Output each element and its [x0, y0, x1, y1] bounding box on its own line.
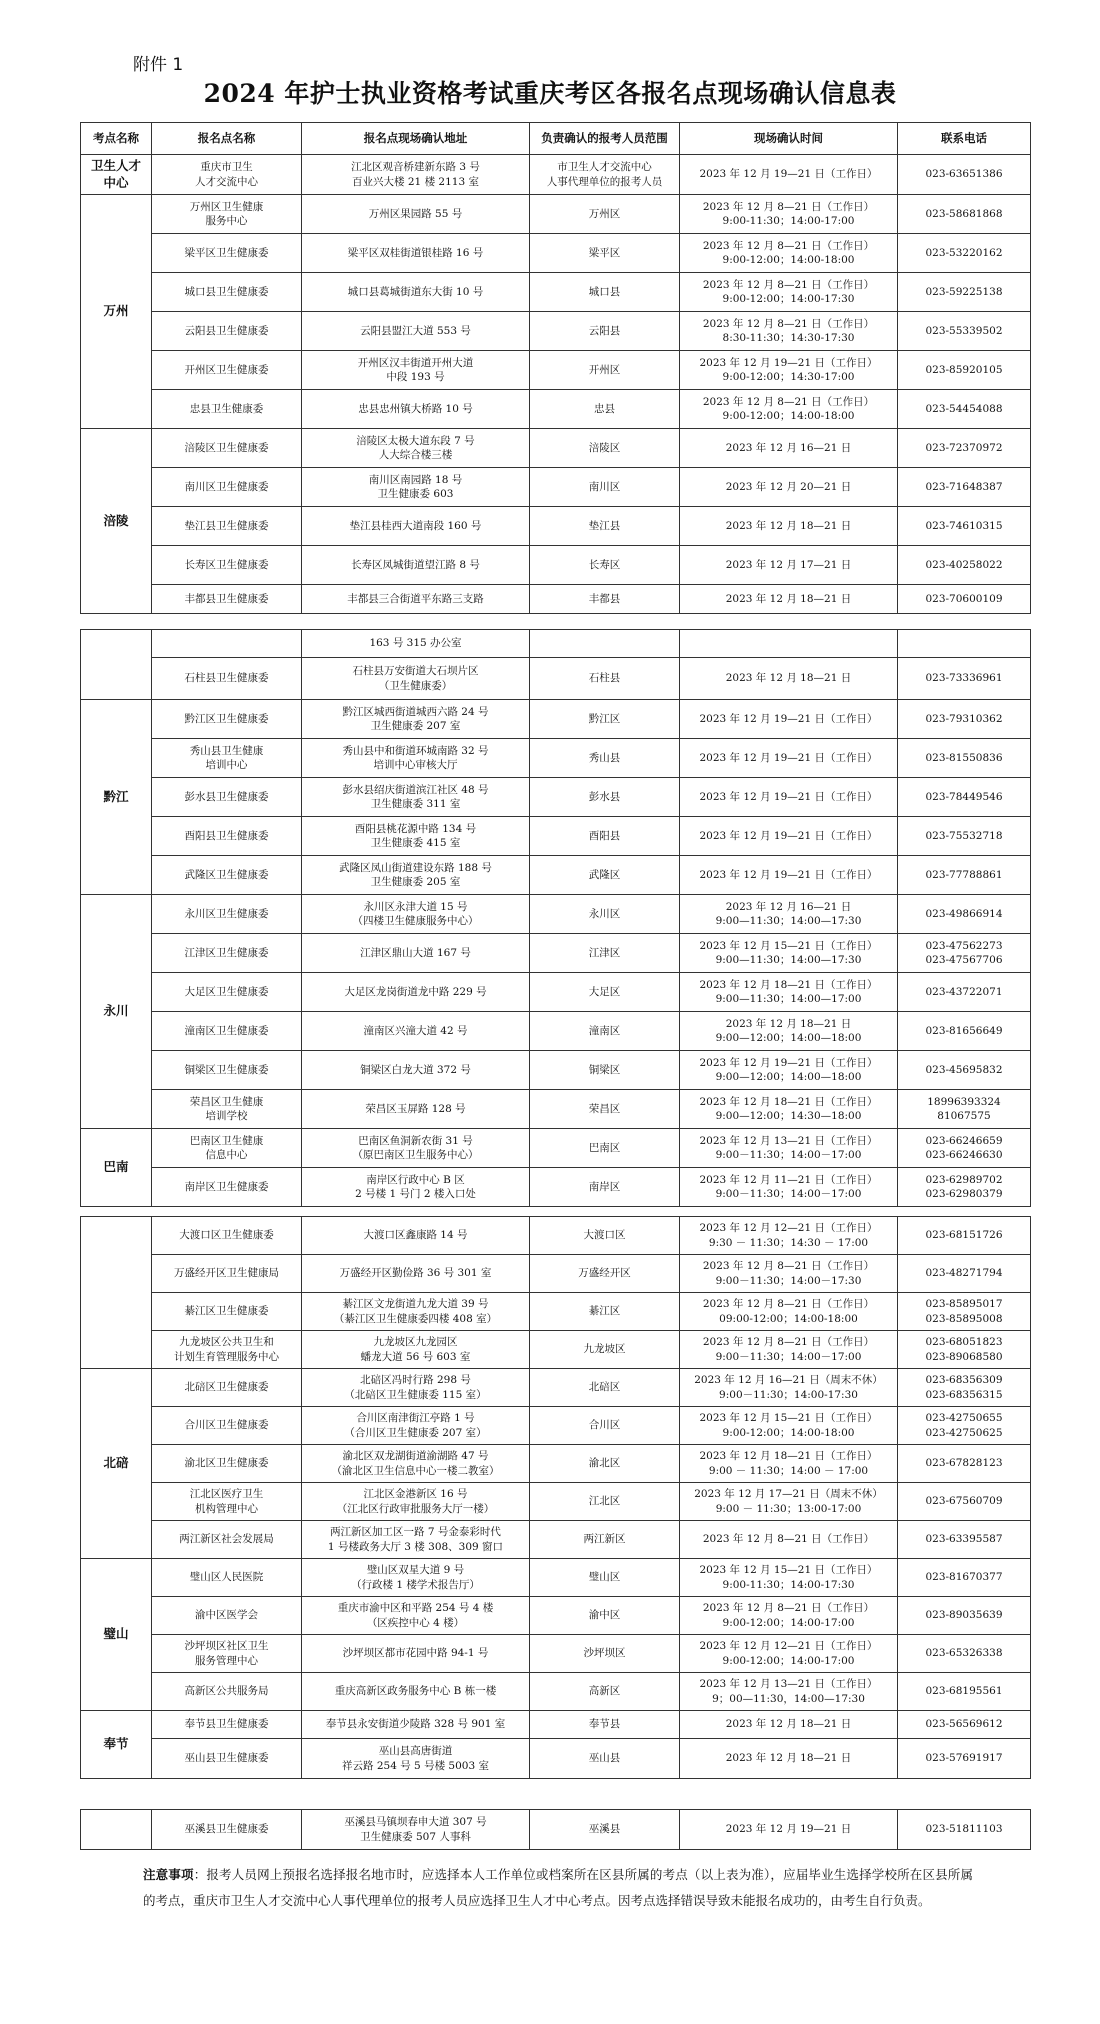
phone-cell: 023-81550836	[898, 739, 1031, 778]
phone-cell: 023-49866914	[898, 895, 1031, 934]
table-row	[81, 1445, 1031, 1483]
address-cell: 潼南区兴潼大道 42 号	[302, 1012, 530, 1051]
confirm-time-cell: 2023 年 12 月 15—21 日（工作日） 9:00-11:30；14:00-17:30	[680, 1559, 898, 1597]
registration-point-cell: 南川区卫生健康委	[152, 468, 302, 507]
exam-site-cell: 卫生人才 中心	[81, 155, 152, 195]
confirm-time-cell: 2023 年 12 月 17—21 日	[680, 546, 898, 585]
confirmation-table-section-3	[80, 1216, 1031, 1779]
address-cell: 巴南区鱼洞新农街 31 号 （原巴南区卫生服务中心）	[302, 1129, 530, 1168]
address-cell: 酉阳县桃花源中路 134 号 卫生健康委 415 室	[302, 817, 530, 856]
scope-cell: 巫山县	[530, 1739, 680, 1779]
scope-cell: 两江新区	[530, 1521, 680, 1559]
scope-cell: 忠县	[530, 390, 680, 429]
phone-cell: 023-68356309 023-68356315	[898, 1369, 1031, 1407]
table-row	[81, 1739, 1031, 1779]
scope-cell: 南岸区	[530, 1168, 680, 1207]
scope-cell: 巴南区	[530, 1129, 680, 1168]
registration-point-cell: 酉阳县卫生健康委	[152, 817, 302, 856]
confirm-time-cell: 2023 年 12 月 8—21 日（工作日） 9:00-12:00；14:00-17:00	[680, 1597, 898, 1635]
address-cell: 巫溪县马镇坝春申大道 307 号 卫生健康委 507 人事科	[302, 1810, 530, 1850]
address-cell: 黔江区城西街道城西六路 24 号 卫生健康委 207 室	[302, 700, 530, 739]
exam-site-cell: 巴南	[81, 1129, 152, 1207]
address-cell: 忠县忠州镇大桥路 10 号	[302, 390, 530, 429]
table-row	[81, 739, 1031, 778]
table-row	[81, 1129, 1031, 1168]
phone-cell: 023-51811103	[898, 1810, 1031, 1850]
address-cell: 涪陵区太极大道东段 7 号 人大综合楼三楼	[302, 429, 530, 468]
table-row	[81, 585, 1031, 614]
scope-cell: 酉阳县	[530, 817, 680, 856]
registration-point-cell: 开州区卫生健康委	[152, 351, 302, 390]
confirm-time-cell: 2023 年 12 月 8—21 日（工作日） 8:30-11:30；14:30-17:30	[680, 312, 898, 351]
exam-site-cell: 北碚	[81, 1369, 152, 1559]
attachment-label: 附件 1	[133, 55, 184, 75]
table-row	[81, 934, 1031, 973]
confirm-time-cell: 2023 年 12 月 19—21 日（工作日）	[680, 700, 898, 739]
registration-point-cell: 丰都县卫生健康委	[152, 585, 302, 614]
address-cell: 大足区龙岗街道龙中路 229 号	[302, 973, 530, 1012]
registration-point-cell: 奉节县卫生健康委	[152, 1711, 302, 1739]
table-row	[81, 630, 1031, 658]
registration-point-cell: 石柱县卫生健康委	[152, 658, 302, 700]
registration-point-cell: 万州区卫生健康 服务中心	[152, 195, 302, 234]
phone-cell: 023-55339502	[898, 312, 1031, 351]
table-row	[81, 700, 1031, 739]
phone-cell: 023-56569612	[898, 1711, 1031, 1739]
address-cell: 163 号 315 办公室	[302, 630, 530, 658]
scope-cell: 涪陵区	[530, 429, 680, 468]
registration-point-cell: 垫江县卫生健康委	[152, 507, 302, 546]
exam-site-cell: 永川	[81, 895, 152, 1129]
table-row	[81, 1168, 1031, 1207]
registration-point-cell: 大足区卫生健康委	[152, 973, 302, 1012]
confirm-time-cell: 2023 年 12 月 19—21 日（工作日）	[680, 739, 898, 778]
scope-cell: 丰都县	[530, 585, 680, 614]
registration-point-cell: 万盛经开区卫生健康局	[152, 1255, 302, 1293]
address-cell: 奉节县永安街道少陵路 328 号 901 室	[302, 1711, 530, 1739]
confirm-time-cell: 2023 年 12 月 19—21 日（工作日）	[680, 817, 898, 856]
scope-cell: 梁平区	[530, 234, 680, 273]
table-row	[81, 817, 1031, 856]
registration-point-cell: 彭水县卫生健康委	[152, 778, 302, 817]
address-cell: 南川区南园路 18 号 卫生健康委 603	[302, 468, 530, 507]
address-cell: 巫山县高唐街道 祥云路 254 号 5 号楼 5003 室	[302, 1739, 530, 1779]
notice-label: 注意事项	[143, 1867, 194, 1882]
scope-cell: 开州区	[530, 351, 680, 390]
phone-cell: 023-85920105	[898, 351, 1031, 390]
table-row	[81, 1293, 1031, 1331]
phone-cell: 023-62989702 023-62980379	[898, 1168, 1031, 1207]
phone-cell: 023-68195561	[898, 1673, 1031, 1711]
scope-cell: 秀山县	[530, 739, 680, 778]
phone-cell: 023-71648387	[898, 468, 1031, 507]
exam-site-cell	[81, 1810, 152, 1850]
phone-cell: 023-48271794	[898, 1255, 1031, 1293]
phone-cell: 023-53220162	[898, 234, 1031, 273]
notice-text: ：报考人员网上预报名选择报名地市时，应选择本人工作单位或档案所在区县所属的考点（以上表为准），应届毕业生选择学校所在区县所属的考点，重庆市卫生人才交流中心人事代理单位的报考人员应选择卫生人才中心考点。因考点选择错误导致未能报名成功的，由考生自行负责。	[143, 1867, 973, 1908]
confirm-time-cell: 2023 年 12 月 19—21 日（工作日）	[680, 778, 898, 817]
confirm-time-cell: 2023 年 12 月 18—21 日 9:00—12:00；14:00—18:00	[680, 1012, 898, 1051]
confirmation-table-section-4	[80, 1809, 1031, 1850]
confirm-time-cell: 2023 年 12 月 8—21 日（工作日） 9:00－11:30；14:00－17:30	[680, 1255, 898, 1293]
registration-point-cell: 重庆市卫生 人才交流中心	[152, 155, 302, 195]
table-row	[81, 468, 1031, 507]
confirm-time-cell: 2023 年 12 月 8—21 日（工作日） 9:00-11:30；14:00-17:00	[680, 195, 898, 234]
table-row	[81, 1217, 1031, 1255]
scope-cell: 渝北区	[530, 1445, 680, 1483]
registration-point-cell: 永川区卫生健康委	[152, 895, 302, 934]
table-row	[81, 1810, 1031, 1850]
confirm-time-cell: 2023 年 12 月 18—21 日（工作日） 9:00 － 11:30；14:00 － 17:00	[680, 1445, 898, 1483]
address-cell: 武隆区凤山街道建设东路 188 号 卫生健康委 205 室	[302, 856, 530, 895]
table-row	[81, 1369, 1031, 1407]
scope-cell: 云阳县	[530, 312, 680, 351]
notice-paragraph	[143, 1862, 973, 1914]
phone-cell: 023-79310362	[898, 700, 1031, 739]
exam-site-cell: 黔江	[81, 700, 152, 895]
header-confirm-time: 现场确认时间	[680, 123, 898, 155]
phone-cell: 023-40258022	[898, 546, 1031, 585]
address-cell: 万州区果园路 55 号	[302, 195, 530, 234]
table-row	[81, 1255, 1031, 1293]
registration-point-cell: 长寿区卫生健康委	[152, 546, 302, 585]
header-phone: 联系电话	[898, 123, 1031, 155]
confirm-time-cell: 2023 年 12 月 16—21 日（周末不休） 9:00－11:30；14:00-17:30	[680, 1369, 898, 1407]
confirm-time-cell: 2023 年 12 月 18—21 日（工作日） 9:00—11:30；14:00—17:00	[680, 973, 898, 1012]
registration-point-cell: 荣昌区卫生健康 培训学校	[152, 1090, 302, 1129]
registration-point-cell: 武隆区卫生健康委	[152, 856, 302, 895]
confirm-time-cell: 2023 年 12 月 8—21 日（工作日） 9:00-12:00；14:00-18:00	[680, 234, 898, 273]
registration-point-cell: 巫山县卫生健康委	[152, 1739, 302, 1779]
registration-point-cell: 江津区卫生健康委	[152, 934, 302, 973]
phone-cell: 023-67828123	[898, 1445, 1031, 1483]
confirm-time-cell: 2023 年 12 月 18—21 日（工作日） 9:00—12:00；14:30—18:00	[680, 1090, 898, 1129]
header-scope: 负责确认的报考人员范围	[530, 123, 680, 155]
table-row	[81, 1559, 1031, 1597]
address-cell: 南岸区行政中心 B 区 2 号楼 1 号门 2 楼入口处	[302, 1168, 530, 1207]
confirm-time-cell: 2023 年 12 月 17—21 日（周末不休） 9:00 － 11:30；13:00-17:00	[680, 1483, 898, 1521]
exam-site-cell	[81, 1217, 152, 1369]
scope-cell: 荣昌区	[530, 1090, 680, 1129]
phone-cell: 023-81670377	[898, 1559, 1031, 1597]
confirm-time-cell: 2023 年 12 月 12—21 日（工作日） 9:00-12:00；14:00-17:00	[680, 1635, 898, 1673]
address-cell: 永川区永津大道 15 号 （四楼卫生健康服务中心）	[302, 895, 530, 934]
scope-cell: 长寿区	[530, 546, 680, 585]
header-exam-site: 考点名称	[81, 123, 152, 155]
confirm-time-cell: 2023 年 12 月 18—21 日	[680, 658, 898, 700]
phone-cell: 023-73336961	[898, 658, 1031, 700]
confirm-time-cell: 2023 年 12 月 18—21 日	[680, 585, 898, 614]
address-cell: 秀山县中和街道环城南路 32 号 培训中心审核大厅	[302, 739, 530, 778]
confirm-time-cell: 2023 年 12 月 19—21 日（工作日）	[680, 856, 898, 895]
phone-cell: 023-57691917	[898, 1739, 1031, 1779]
table-row	[81, 351, 1031, 390]
address-cell: 江北区观音桥建新东路 3 号 百业兴大楼 21 楼 2113 室	[302, 155, 530, 195]
table-row	[81, 1090, 1031, 1129]
address-cell: 綦江区文龙街道九龙大道 39 号 （綦江区卫生健康委四楼 408 室）	[302, 1293, 530, 1331]
confirm-time-cell: 2023 年 12 月 18—21 日	[680, 507, 898, 546]
registration-point-cell: 潼南区卫生健康委	[152, 1012, 302, 1051]
phone-cell: 023-66246659 023-66246630	[898, 1129, 1031, 1168]
address-cell: 大渡口区鑫康路 14 号	[302, 1217, 530, 1255]
address-cell: 长寿区凤城街道望江路 8 号	[302, 546, 530, 585]
confirm-time-cell: 2023 年 12 月 19—21 日（工作日） 9:00-12:00；14:30-17:00	[680, 351, 898, 390]
phone-cell: 023-74610315	[898, 507, 1031, 546]
registration-point-cell: 南岸区卫生健康委	[152, 1168, 302, 1207]
header-registration-point: 报名点名称	[152, 123, 302, 155]
confirm-time-cell: 2023 年 12 月 18—21 日	[680, 1739, 898, 1779]
table-row	[81, 507, 1031, 546]
phone-cell: 023-78449546	[898, 778, 1031, 817]
registration-point-cell: 忠县卫生健康委	[152, 390, 302, 429]
scope-cell: 垫江县	[530, 507, 680, 546]
address-cell: 渝北区双龙湖街道渝湖路 47 号 （渝北区卫生信息中心一楼二教室）	[302, 1445, 530, 1483]
scope-cell: 万盛经开区	[530, 1255, 680, 1293]
registration-point-cell: 合川区卫生健康委	[152, 1407, 302, 1445]
scope-cell: 巫溪县	[530, 1810, 680, 1850]
phone-cell: 023-75532718	[898, 817, 1031, 856]
scope-cell: 南川区	[530, 468, 680, 507]
table-row	[81, 1483, 1031, 1521]
scope-cell	[530, 630, 680, 658]
address-cell: 铜梁区白龙大道 372 号	[302, 1051, 530, 1090]
address-cell: 九龙坡区九龙园区 蟠龙大道 56 号 603 室	[302, 1331, 530, 1369]
scope-cell: 江北区	[530, 1483, 680, 1521]
confirm-time-cell: 2023 年 12 月 12—21 日（工作日） 9:30 － 11:30；14:30 － 17:00	[680, 1217, 898, 1255]
address-cell: 梁平区双桂街道银桂路 16 号	[302, 234, 530, 273]
table-row	[81, 1331, 1031, 1369]
confirm-time-cell: 2023 年 12 月 8—21 日（工作日） 09:00-12:00；14:00-18:00	[680, 1293, 898, 1331]
confirm-time-cell: 2023 年 12 月 8—21 日（工作日） 9:00-12:00；14:00-18:00	[680, 390, 898, 429]
registration-point-cell	[152, 630, 302, 658]
confirm-time-cell: 2023 年 12 月 11—21 日（工作日） 9:00－11:30；14:00－17:00	[680, 1168, 898, 1207]
phone-cell: 023-67560709	[898, 1483, 1031, 1521]
confirmation-table-section-2	[80, 629, 1031, 1207]
table-row	[81, 973, 1031, 1012]
address-cell: 万盛经开区勤俭路 36 号 301 室	[302, 1255, 530, 1293]
table-row	[81, 895, 1031, 934]
scope-cell: 奉节县	[530, 1711, 680, 1739]
confirm-time-cell: 2023 年 12 月 18—21 日	[680, 1711, 898, 1739]
scope-cell: 彭水县	[530, 778, 680, 817]
phone-cell: 023-63395587	[898, 1521, 1031, 1559]
address-cell: 丰都县三合街道平东路三支路	[302, 585, 530, 614]
confirm-time-cell: 2023 年 12 月 20—21 日	[680, 468, 898, 507]
confirm-time-cell: 2023 年 12 月 13—21 日（工作日） 9:00－11:30；14:00－17:00	[680, 1129, 898, 1168]
phone-cell: 18996393324 81067575	[898, 1090, 1031, 1129]
address-cell: 彭水县绍庆街道滨江社区 48 号 卫生健康委 311 室	[302, 778, 530, 817]
table-row	[81, 546, 1031, 585]
table-row	[81, 1407, 1031, 1445]
registration-point-cell: 秀山县卫生健康 培训中心	[152, 739, 302, 778]
phone-cell: 023-85895017 023-85895008	[898, 1293, 1031, 1331]
address-cell: 开州区汉丰街道开州大道 中段 193 号	[302, 351, 530, 390]
scope-cell: 潼南区	[530, 1012, 680, 1051]
table-row	[81, 1635, 1031, 1673]
address-cell: 垫江县桂西大道南段 160 号	[302, 507, 530, 546]
scope-cell: 高新区	[530, 1673, 680, 1711]
exam-site-cell: 万州	[81, 195, 152, 429]
exam-site-cell	[81, 630, 152, 700]
phone-cell	[898, 630, 1031, 658]
confirm-time-cell: 2023 年 12 月 8—21 日（工作日） 9:00－11:30；14:00－17:00	[680, 1331, 898, 1369]
address-cell: 石柱县万安街道大石坝片区 （卫生健康委）	[302, 658, 530, 700]
confirm-time-cell: 2023 年 12 月 13—21 日（工作日） 9；00—11:30，14:00—17:30	[680, 1673, 898, 1711]
phone-cell: 023-65326338	[898, 1635, 1031, 1673]
scope-cell: 合川区	[530, 1407, 680, 1445]
scope-cell: 江津区	[530, 934, 680, 973]
scope-cell: 北碚区	[530, 1369, 680, 1407]
phone-cell: 023-77788861	[898, 856, 1031, 895]
scope-cell: 市卫生人才交流中心 人事代理单位的报考人员	[530, 155, 680, 195]
scope-cell: 大足区	[530, 973, 680, 1012]
table-row	[81, 1673, 1031, 1711]
registration-point-cell: 渝北区卫生健康委	[152, 1445, 302, 1483]
address-cell: 江津区鼎山大道 167 号	[302, 934, 530, 973]
registration-point-cell: 江北区医疗卫生 机构管理中心	[152, 1483, 302, 1521]
registration-point-cell: 北碚区卫生健康委	[152, 1369, 302, 1407]
registration-point-cell: 两江新区社会发展局	[152, 1521, 302, 1559]
scope-cell: 綦江区	[530, 1293, 680, 1331]
scope-cell: 大渡口区	[530, 1217, 680, 1255]
confirm-time-cell: 2023 年 12 月 8—21 日（工作日）	[680, 1521, 898, 1559]
registration-point-cell: 九龙坡区公共卫生和 计划生育管理服务中心	[152, 1331, 302, 1369]
table-row	[81, 312, 1031, 351]
phone-cell: 023-81656649	[898, 1012, 1031, 1051]
exam-site-cell: 璧山	[81, 1559, 152, 1711]
confirm-time-cell: 2023 年 12 月 16—21 日 9:00—11:30；14:00—17:30	[680, 895, 898, 934]
phone-cell: 023-58681868	[898, 195, 1031, 234]
registration-point-cell: 铜梁区卫生健康委	[152, 1051, 302, 1090]
scope-cell: 铜梁区	[530, 1051, 680, 1090]
scope-cell: 渝中区	[530, 1597, 680, 1635]
address-cell: 北碚区冯时行路 298 号 （北碚区卫生健康委 115 室）	[302, 1369, 530, 1407]
page-title: 2024 年护士执业资格考试重庆考区各报名点现场确认信息表	[203, 79, 897, 108]
confirm-time-cell: 2023 年 12 月 16—21 日	[680, 429, 898, 468]
phone-cell: 023-45695832	[898, 1051, 1031, 1090]
phone-cell: 023-68051823 023-89068580	[898, 1331, 1031, 1369]
registration-point-cell: 云阳县卫生健康委	[152, 312, 302, 351]
address-cell: 两江新区加工区一路 7 号金泰彩时代 1 号楼政务大厅 3 楼 308、309 窗口	[302, 1521, 530, 1559]
registration-point-cell: 渝中区医学会	[152, 1597, 302, 1635]
phone-cell: 023-72370972	[898, 429, 1031, 468]
phone-cell: 023-54454088	[898, 390, 1031, 429]
registration-point-cell: 璧山区人民医院	[152, 1559, 302, 1597]
registration-point-cell: 巫溪县卫生健康委	[152, 1810, 302, 1850]
table-row	[81, 1597, 1031, 1635]
registration-point-cell: 黔江区卫生健康委	[152, 700, 302, 739]
phone-cell: 023-70600109	[898, 585, 1031, 614]
confirm-time-cell	[680, 630, 898, 658]
phone-cell: 023-59225138	[898, 273, 1031, 312]
table-row	[81, 658, 1031, 700]
table-row	[81, 1012, 1031, 1051]
table-row	[81, 778, 1031, 817]
registration-point-cell: 涪陵区卫生健康委	[152, 429, 302, 468]
scope-cell: 沙坪坝区	[530, 1635, 680, 1673]
address-cell: 重庆高新区政务服务中心 B 栋一楼	[302, 1673, 530, 1711]
confirm-time-cell: 2023 年 12 月 19—21 日（工作日）	[680, 155, 898, 195]
table-row	[81, 1521, 1031, 1559]
registration-point-cell: 沙坪坝区社区卫生 服务管理中心	[152, 1635, 302, 1673]
table-row	[81, 856, 1031, 895]
table-row	[81, 273, 1031, 312]
phone-cell: 023-43722071	[898, 973, 1031, 1012]
confirm-time-cell: 2023 年 12 月 19—21 日（工作日） 9:00—12:00；14:00—18:00	[680, 1051, 898, 1090]
registration-point-cell: 高新区公共服务局	[152, 1673, 302, 1711]
registration-point-cell: 綦江区卫生健康委	[152, 1293, 302, 1331]
scope-cell: 城口县	[530, 273, 680, 312]
phone-cell: 023-47562273 023-47567706	[898, 934, 1031, 973]
address-cell: 云阳县盟江大道 553 号	[302, 312, 530, 351]
table-row	[81, 429, 1031, 468]
address-cell: 合川区南津街江亭路 1 号 （合川区卫生健康委 207 室）	[302, 1407, 530, 1445]
confirm-time-cell: 2023 年 12 月 19—21 日	[680, 1810, 898, 1850]
table-row	[81, 1711, 1031, 1739]
scope-cell: 武隆区	[530, 856, 680, 895]
header-address: 报名点现场确认地址	[302, 123, 530, 155]
confirm-time-cell: 2023 年 12 月 15—21 日（工作日） 9:00—11:30；14:00—17:30	[680, 934, 898, 973]
registration-point-cell: 大渡口区卫生健康委	[152, 1217, 302, 1255]
address-cell: 江北区金港新区 16 号 （江北区行政审批服务大厅一楼）	[302, 1483, 530, 1521]
table-row	[81, 155, 1031, 195]
phone-cell: 023-89035639	[898, 1597, 1031, 1635]
registration-point-cell: 梁平区卫生健康委	[152, 234, 302, 273]
scope-cell: 璧山区	[530, 1559, 680, 1597]
table-header-row	[81, 123, 1031, 155]
address-cell: 荣昌区玉屏路 128 号	[302, 1090, 530, 1129]
registration-point-cell: 巴南区卫生健康 信息中心	[152, 1129, 302, 1168]
table-row	[81, 195, 1031, 234]
exam-site-cell: 涪陵	[81, 429, 152, 614]
scope-cell: 万州区	[530, 195, 680, 234]
scope-cell: 石柱县	[530, 658, 680, 700]
confirm-time-cell: 2023 年 12 月 8—21 日（工作日） 9:00-12:00；14:00-17:30	[680, 273, 898, 312]
phone-cell: 023-42750655 023-42750625	[898, 1407, 1031, 1445]
address-cell: 沙坪坝区都市花园中路 94-1 号	[302, 1635, 530, 1673]
registration-point-cell: 城口县卫生健康委	[152, 273, 302, 312]
phone-cell: 023-63651386	[898, 155, 1031, 195]
scope-cell: 九龙坡区	[530, 1331, 680, 1369]
scope-cell: 黔江区	[530, 700, 680, 739]
table-row	[81, 390, 1031, 429]
phone-cell: 023-68151726	[898, 1217, 1031, 1255]
confirm-time-cell: 2023 年 12 月 15—21 日（工作日） 9:00-12:00；14:00-18:00	[680, 1407, 898, 1445]
address-cell: 重庆市渝中区和平路 254 号 4 楼 （区疾控中心 4 楼）	[302, 1597, 530, 1635]
scope-cell: 永川区	[530, 895, 680, 934]
address-cell: 城口县葛城街道东大街 10 号	[302, 273, 530, 312]
table-row	[81, 1051, 1031, 1090]
address-cell: 璧山区双星大道 9 号 （行政楼 1 楼学术报告厅）	[302, 1559, 530, 1597]
confirmation-table-section-1	[80, 122, 1031, 614]
exam-site-cell: 奉节	[81, 1711, 152, 1779]
table-row	[81, 234, 1031, 273]
